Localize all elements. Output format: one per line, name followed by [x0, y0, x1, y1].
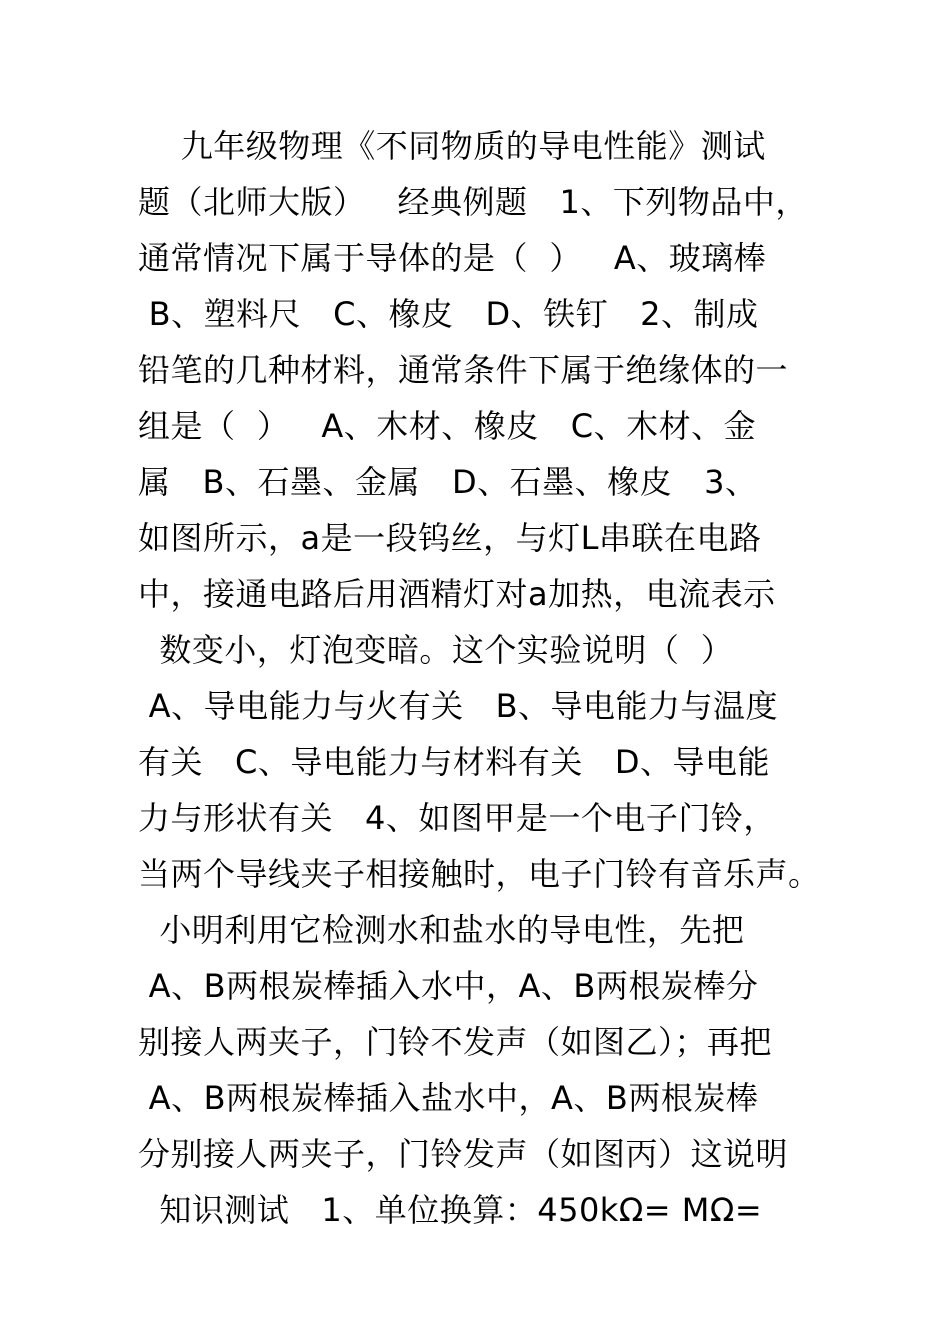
- text-line: 知识测试 1、单位换算：450kΩ= MΩ=: [138, 1191, 763, 1229]
- text-line: 通常情况下属于导体的是（ ） A、玻璃棒: [138, 239, 767, 277]
- text-line: 当两个导线夹子相接触时，电子门铃有音乐声。: [138, 855, 821, 893]
- text-line: 铅笔的几种材料，通常条件下属于绝缘体的一: [138, 351, 789, 389]
- text-line: 组是（ ） A、木材、橡皮 C、木材、金: [138, 407, 757, 445]
- text-line: 分别接人两夹子，门铃发声（如图丙）这说明: [138, 1135, 789, 1173]
- text-line: 别接人两夹子，门铃不发声（如图乙）；再把: [138, 1023, 773, 1061]
- text-line: 小明利用它检测水和盐水的导电性，先把: [138, 911, 745, 949]
- text-line: A、B两根炭棒插入水中，A、B两根炭棒分: [138, 967, 759, 1005]
- text-line: 题（北师大版） 经典例题 1、下列物品中，: [138, 183, 808, 221]
- text-line: 中，接通电路后用酒精灯对a加热，电流表示: [138, 575, 776, 613]
- text-line: 九年级物理《不同物质的导电性能》测试: [138, 127, 766, 165]
- text-line: 属 B、石墨、金属 D、石墨、橡皮 3、: [138, 463, 758, 501]
- text-line: 如图所示，a是一段钨丝，与灯L串联在电路: [138, 519, 762, 557]
- text-line: 力与形状有关 4、如图甲是一个电子门铃，: [138, 799, 776, 837]
- text-line: B、塑料尺 C、橡皮 D、铁钉 2、制成: [138, 295, 759, 333]
- document-body: [138, 118, 838, 1238]
- text-line: 数变小，灯泡变暗。这个实验说明（ ）: [138, 631, 734, 669]
- text-line: A、导电能力与火有关 B、导电能力与温度: [138, 687, 779, 725]
- text-line: 有关 C、导电能力与材料有关 D、导电能: [138, 743, 771, 781]
- text-line: A、B两根炭棒插入盐水中，A、B两根炭棒: [138, 1079, 759, 1117]
